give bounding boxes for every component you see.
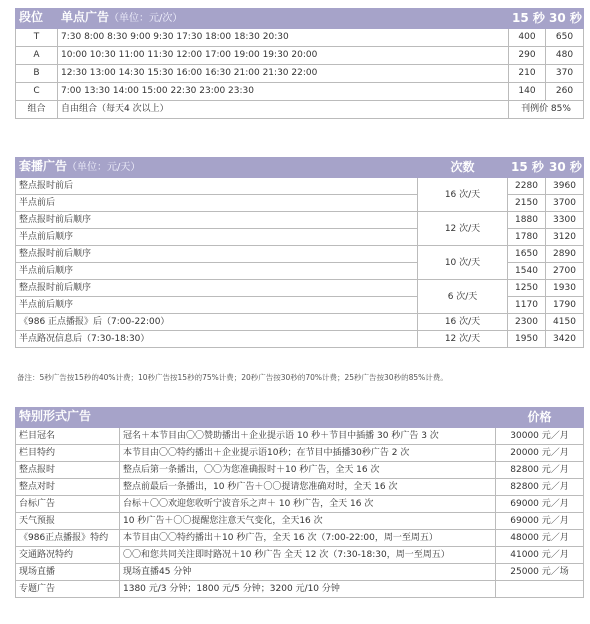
special-price: 82800 元／月 [496, 479, 584, 496]
combo-price: 刊例价 85% [509, 101, 584, 119]
special-name: 栏目特约 [16, 445, 120, 462]
price-15s: 2300 [508, 314, 546, 331]
segment-cell: A [16, 47, 58, 65]
special-price: 30000 元／月 [496, 428, 584, 445]
special-desc: 〇〇和您共同关注即时路况＋10 秒广告 全天 12 次（7:30-18:30，周一至周五） [120, 547, 496, 564]
times-cell: 12:30 13:00 14:30 15:30 16:00 16:30 21:00 21:30 22:00 [58, 65, 509, 83]
price-30s: 1930 [546, 280, 584, 297]
pricing-note: 备注：5秒广告按15秒的40%计费；10秒广告按15秒的75%计费；20秒广告按30秒的70%计费；25秒广告按30秒的85%计费。 [17, 373, 448, 382]
special-desc: 冠名＋本节目由〇〇赞助播出＋企业提示语 10 秒＋节目中插播 30 秒广告 3 次 [120, 428, 496, 445]
package-title: 套播广告（单位：元/天） [16, 158, 418, 178]
package-name: 《986 正点播报》后（7:00-22:00） [16, 314, 418, 331]
special-name: 天气预报 [16, 513, 120, 530]
package-name: 半点路况信息后（7:30-18:30） [16, 331, 418, 348]
package-name: 整点报时前后顺序 [16, 280, 418, 297]
package-name: 整点报时前后 [16, 178, 418, 195]
table-row [16, 462, 584, 479]
table-row [16, 314, 584, 331]
col-15s-header: 15 秒 [509, 9, 546, 29]
special-desc: 整点前最后一条播出，10 秒广告＋〇〇提请您准确对时，全天 16 次 [120, 479, 496, 496]
price-30s: 3300 [546, 212, 584, 229]
package-name: 整点报时前后顺序 [16, 246, 418, 263]
table-row [16, 83, 584, 101]
freq-header: 次数 [418, 158, 508, 178]
price-30s: 4150 [546, 314, 584, 331]
table-row [16, 428, 584, 445]
price-header: 价格 [496, 408, 584, 428]
freq-cell: 16 次/天 [418, 314, 508, 331]
price-30s: 3420 [546, 331, 584, 348]
special-desc: 本节目由〇〇特约播出＋10 秒广告，全天 16 次（7:00-22:00，周一至周五） [120, 530, 496, 547]
special-price [496, 581, 584, 598]
price-15s: 290 [509, 47, 546, 65]
special-name: 专题广告 [16, 581, 120, 598]
price-15s: 210 [509, 65, 546, 83]
times-cell: 7:30 8:00 8:30 9:00 9:30 17:30 18:00 18:30 20:30 [58, 29, 509, 47]
special-price: 41000 元／月 [496, 547, 584, 564]
table-row [16, 564, 584, 581]
combo-desc: 自由组合（每天4 次以上） [58, 101, 509, 119]
price-30s: 3960 [546, 178, 584, 195]
special-header [16, 408, 584, 428]
price-15s: 1880 [508, 212, 546, 229]
special-desc: 现场直播45 分钟 [120, 564, 496, 581]
table-row [16, 178, 584, 195]
special-price: 69000 元／月 [496, 496, 584, 513]
special-price: 20000 元／月 [496, 445, 584, 462]
table-row [16, 280, 584, 297]
package-name: 半点前后顺序 [16, 263, 418, 280]
single-spot-table [15, 8, 584, 119]
price-30s: 3120 [546, 229, 584, 246]
table-row [16, 47, 584, 65]
price-30s: 1790 [546, 297, 584, 314]
price-30s: 3700 [546, 195, 584, 212]
col-30s-header: 30 秒 [546, 158, 584, 178]
times-cell: 10:00 10:30 11:00 11:30 12:00 17:00 19:00 19:30 20:00 [58, 47, 509, 65]
special-price: 48000 元／月 [496, 530, 584, 547]
special-price: 25000 元／场 [496, 564, 584, 581]
price-30s: 650 [546, 29, 584, 47]
special-name: 现场直播 [16, 564, 120, 581]
single-spot-title: 单点广告（单位：元/次） [58, 9, 509, 29]
table-row [16, 479, 584, 496]
price-30s: 480 [546, 47, 584, 65]
special-price: 69000 元／月 [496, 513, 584, 530]
special-name: 栏目冠名 [16, 428, 120, 445]
table-row [16, 513, 584, 530]
special-desc: 整点后第一条播出，〇〇为您准确报时＋10 秒广告，全天 16 次 [120, 462, 496, 479]
special-format-table [15, 407, 584, 598]
segment-cell: T [16, 29, 58, 47]
price-15s: 140 [509, 83, 546, 101]
times-cell: 7:00 13:30 14:00 15:00 22:30 23:00 23:30 [58, 83, 509, 101]
freq-cell: 6 次/天 [418, 280, 508, 314]
col-30s-header: 30 秒 [546, 9, 584, 29]
price-15s: 1780 [508, 229, 546, 246]
price-15s: 2280 [508, 178, 546, 195]
table-row [16, 547, 584, 564]
special-desc: 10 秒广告＋〇〇提醒您注意天气变化，全天16 次 [120, 513, 496, 530]
table-row [16, 331, 584, 348]
package-header [16, 158, 584, 178]
package-name: 半点前后顺序 [16, 229, 418, 246]
segment-cell: C [16, 83, 58, 101]
package-name: 整点报时前后顺序 [16, 212, 418, 229]
special-name: 交通路况特约 [16, 547, 120, 564]
special-title: 特别形式广告 [16, 408, 496, 428]
price-30s: 260 [546, 83, 584, 101]
special-name: 台标广告 [16, 496, 120, 513]
table-row [16, 581, 584, 598]
special-name: 整点报时 [16, 462, 120, 479]
special-name: 整点对时 [16, 479, 120, 496]
freq-cell: 12 次/天 [418, 212, 508, 246]
table-row [16, 445, 584, 462]
price-30s: 2890 [546, 246, 584, 263]
special-price: 82800 元／月 [496, 462, 584, 479]
special-desc: 本节目由〇〇特约播出＋企业提示语10秒；在节目中插播30秒广告 2 次 [120, 445, 496, 462]
price-15s: 1170 [508, 297, 546, 314]
segment-cell: B [16, 65, 58, 83]
single-spot-header [16, 9, 584, 29]
segment-header: 段位 [16, 9, 58, 29]
combo-row [16, 101, 584, 119]
price-15s: 1250 [508, 280, 546, 297]
package-name: 半点前后 [16, 195, 418, 212]
price-30s: 2700 [546, 263, 584, 280]
combo-label: 组合 [16, 101, 58, 119]
freq-cell: 10 次/天 [418, 246, 508, 280]
package-name: 半点前后顺序 [16, 297, 418, 314]
price-15s: 400 [509, 29, 546, 47]
special-name: 《986正点播报》特约 [16, 530, 120, 547]
freq-cell: 12 次/天 [418, 331, 508, 348]
price-15s: 1650 [508, 246, 546, 263]
price-15s: 1950 [508, 331, 546, 348]
table-row [16, 65, 584, 83]
price-30s: 370 [546, 65, 584, 83]
package-table [15, 157, 584, 348]
price-15s: 2150 [508, 195, 546, 212]
price-15s: 1540 [508, 263, 546, 280]
special-desc: 台标＋〇〇欢迎您收听宁波音乐之声＋ 10 秒广告，全天 16 次 [120, 496, 496, 513]
table-row [16, 212, 584, 229]
col-15s-header: 15 秒 [508, 158, 546, 178]
special-desc: 1380 元/3 分钟；1800 元/5 分钟；3200 元/10 分钟 [120, 581, 496, 598]
table-row [16, 496, 584, 513]
table-row [16, 530, 584, 547]
freq-cell: 16 次/天 [418, 178, 508, 212]
table-row [16, 246, 584, 263]
table-row [16, 29, 584, 47]
